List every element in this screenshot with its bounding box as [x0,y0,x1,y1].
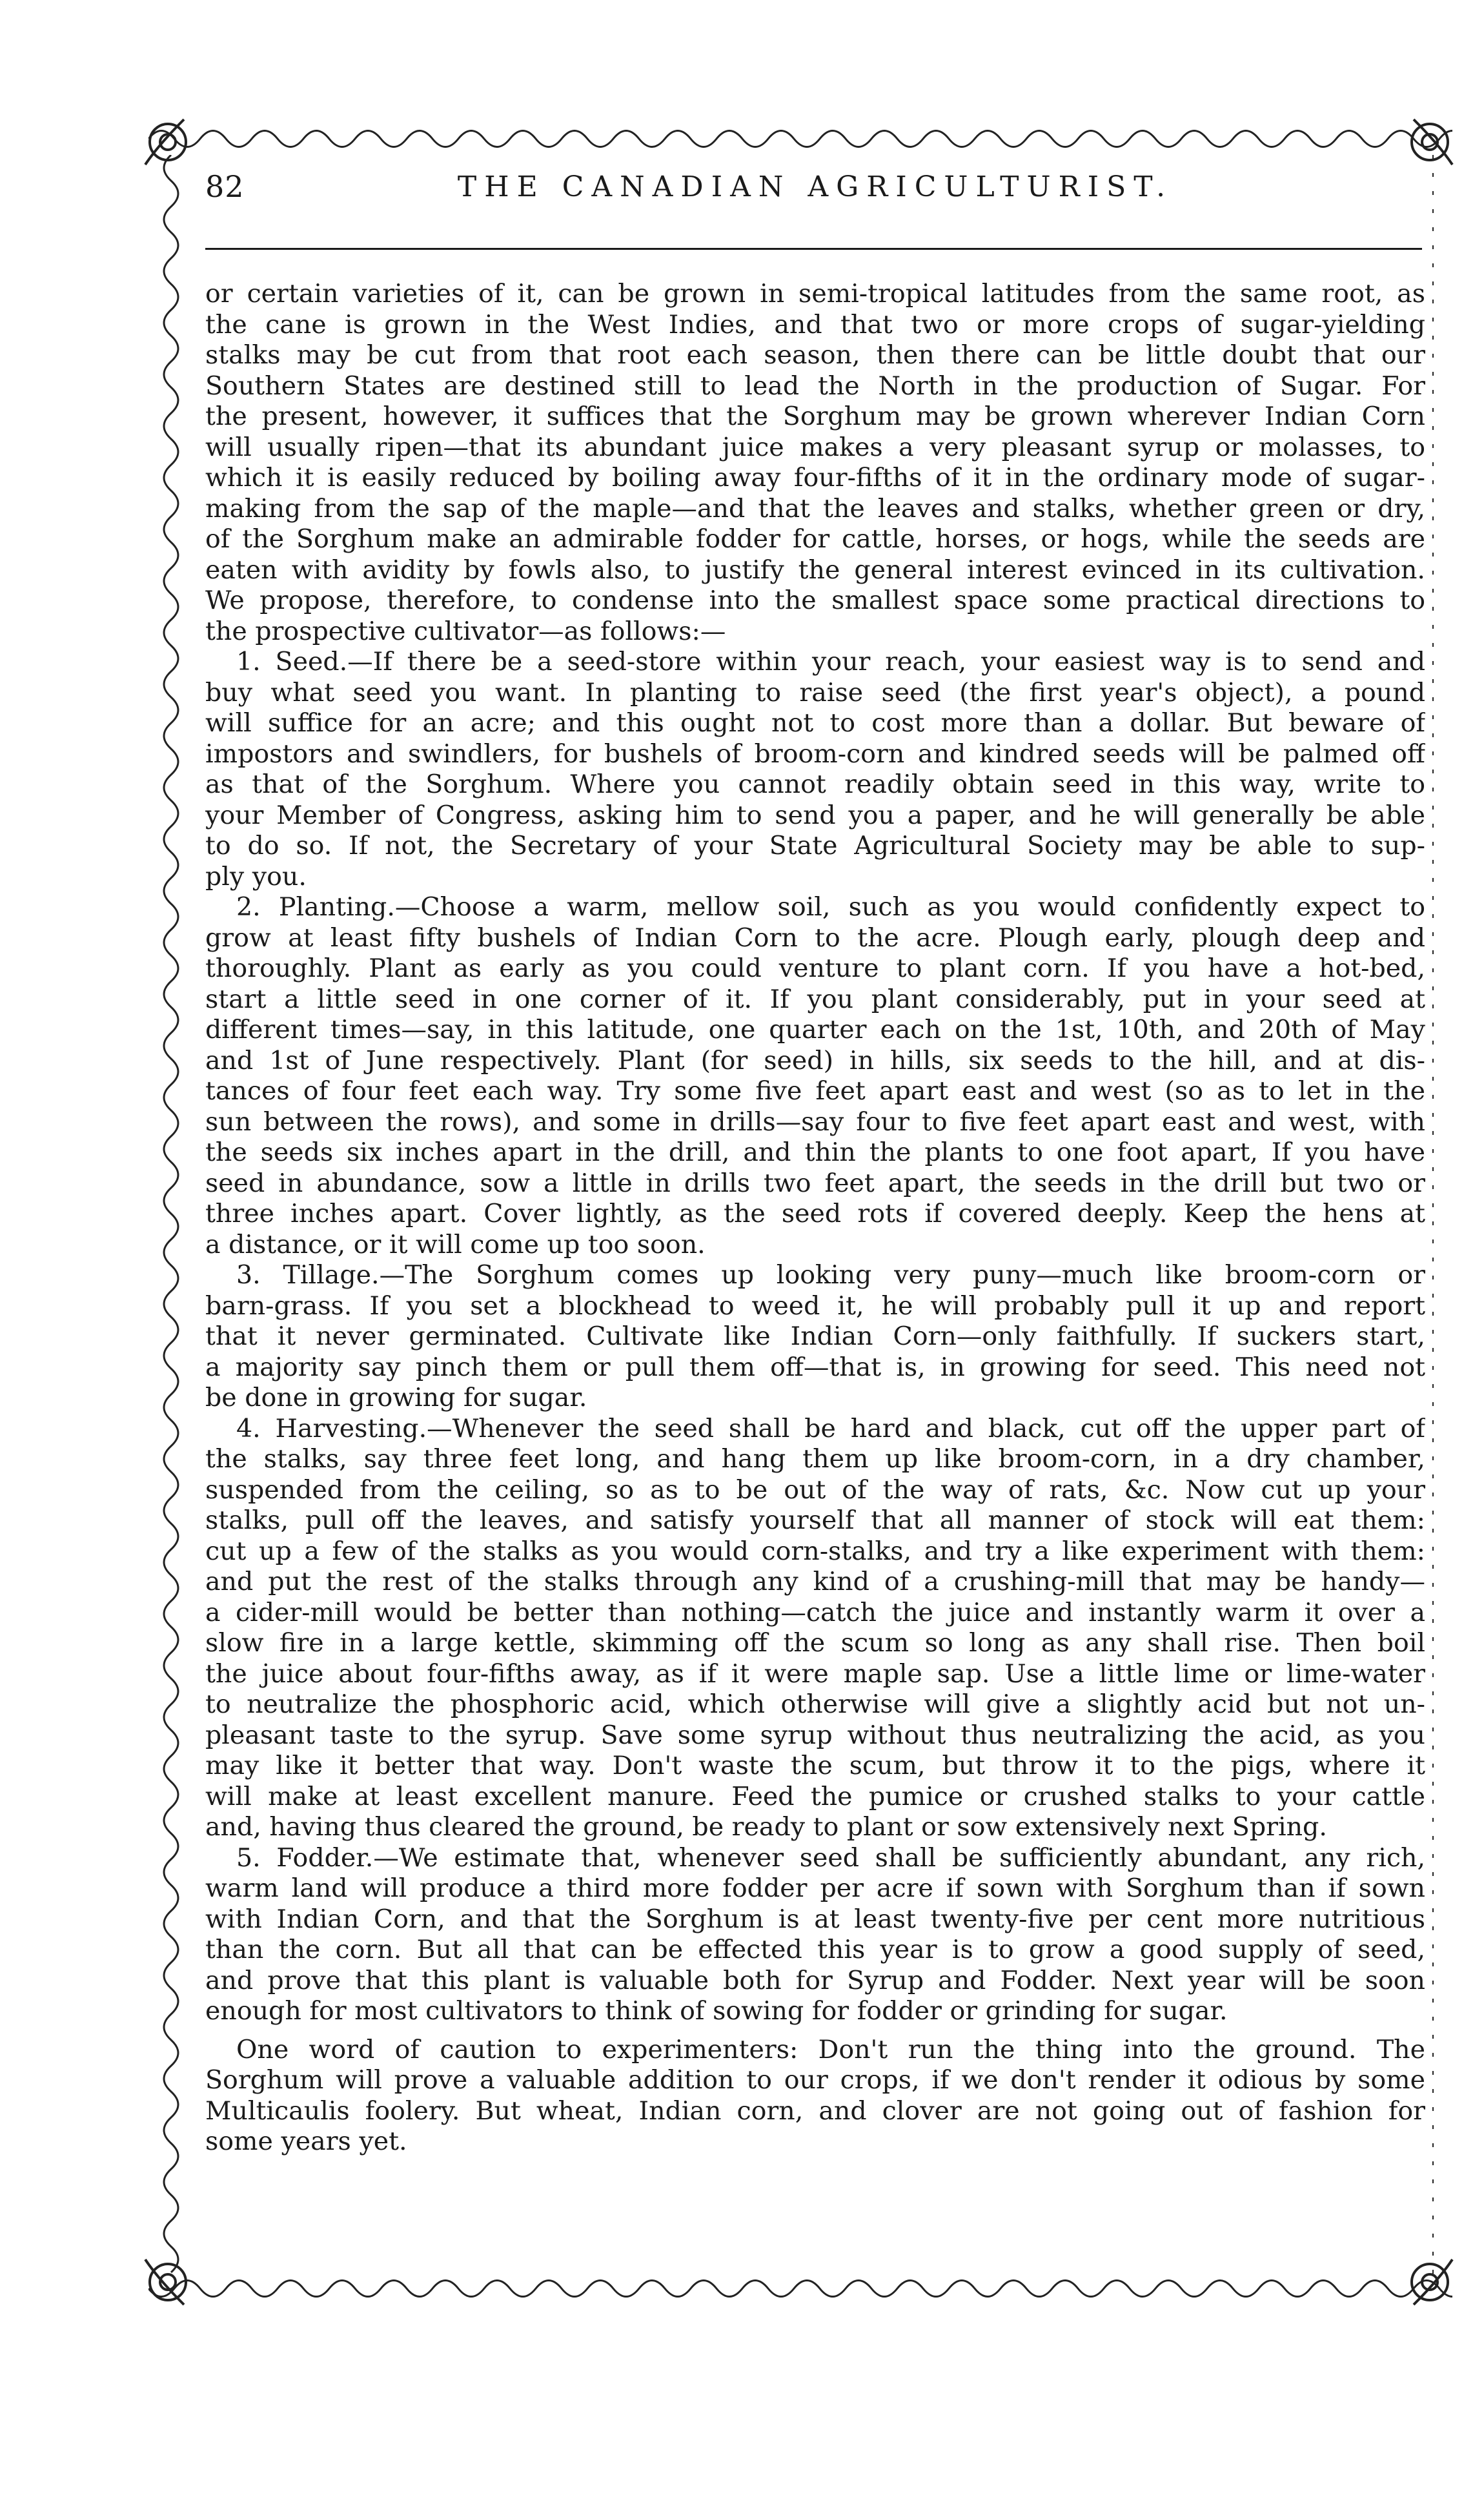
page-number: 82 [205,169,245,204]
text-line: be done in growing for sugar. [205,1383,587,1412]
text-line: Sorghum will prove a valuable addition to our crops, if we don't render it odious by some [205,2065,1425,2095]
text-line: making from the sap of the maple—and that the leaves and stalks, whether green or dry, [205,493,1425,524]
text-line: and put the rest of the stalks through any kind of a crushing-mill that may be handy— [205,1567,1425,1596]
text-line: will usually ripen—that its abundant juice makes a very pleasant syrup or molasses, to [205,432,1425,462]
text-line: three inches apart. Cover lightly, as the seed rots if covered deeply. Keep the hens at [205,1199,1425,1229]
corner-ornament-icon [139,2240,210,2311]
ornamental-border-left [148,155,194,2285]
paragraph [205,2035,1425,2157]
page-header [205,169,1425,221]
text-line: impostors and swindlers, for bushels of broom-corn and kindred seeds will be palmed off [205,739,1425,769]
text-line: as that of the Sorghum. Where you cannot readily obtain seed in this way, write to [205,770,1425,799]
corner-ornament-icon [1388,2240,1459,2311]
paragraph [205,1260,1425,1414]
header-rule [205,248,1422,250]
text-line: sun between the rows), and some in drills—say four to five feet apart east and west, with [205,1106,1425,1137]
text-line: the stalks, say three feet long, and hang them up like broom-corn, in a dry chamber, [205,1444,1425,1474]
text-line: may like it better that way. Don't waste the scum, but throw it to the pigs, where it [205,1751,1425,1780]
text-line: and 1st of June respectively. Plant (for seed) in hills, six seeds to the hill, and at dis- [205,1045,1425,1076]
text-line: We propose, therefore, to condense into the smallest space some practical directions to [205,586,1425,615]
text-line: grow at least fifty bushels of Indian Corn to the acre. Plough early, plough deep and [205,923,1425,953]
text-line: the juice about four-fifths away, as if it were maple sap. Use a little lime or lime-water [205,1658,1425,1689]
text-line: your Member of Congress, asking him to send you a paper, and he will generally be able [205,800,1425,830]
text-line: the seeds six inches apart in the drill, and thin the plants to one foot apart, If you have [205,1137,1425,1167]
text-line: the prospective cultivator—as follows:— [205,616,726,646]
text-line: 5. Fodder.—We estimate that, whenever seed shall be sufficiently abundant, any rich, [236,1842,1425,1873]
paragraph [205,1843,1425,2027]
text-line: tances of four feet each way. Try some five feet apart east and west (so as to let in the [205,1076,1425,1106]
text-line: some years yet. [205,2126,407,2156]
article-body [205,279,1425,2157]
text-line: warm land will produce a third more fodder per acre if sown with Sorghum than if sown [205,1873,1425,1903]
text-line: different times—say, in this latitude, one quarter each on the 1st, 10th, and 20th of May [205,1015,1425,1045]
paragraph [205,892,1425,1260]
text-line: slow fire in a large kettle, skimming off the scum so long as any shall rise. Then boil [205,1628,1425,1658]
text-line: seed in abundance, sow a little in drills two feet apart, the seeds in the drill but two or [205,1168,1425,1198]
text-line: enough for most cultivators to think of sowing for fodder or grinding for sugar. [205,1996,1228,2026]
text-line: pleasant taste to the syrup. Save some syrup without thus neutralizing the acid, as you [205,1720,1425,1750]
text-line: barn-grass. If you set a blockhead to weed it, he will probably pull it up and report [205,1290,1425,1321]
text-line: which it is easily reduced by boiling away four-fifths of it in the ordinary mode of sugar- [205,463,1425,493]
text-line: 2. Planting.—Choose a warm, mellow soil, such as you would confidently expect to [236,892,1425,922]
text-line: than the corn. But all that can be effected this year is to grow a good supply of seed, [205,1935,1425,1964]
text-line: a majority say pinch them or pull them off—that is, in growing for seed. This need not [205,1352,1425,1382]
text-line: stalks, pull off the leaves, and satisfy yourself that all manner of stock will eat them: [205,1505,1425,1535]
text-line: the present, however, it suffices that the Sorghum may be grown wherever Indian Corn [205,402,1425,431]
ornamental-border-top [148,116,1452,161]
text-line: thoroughly. Plant as early as you could venture to plant corn. If you have a hot-bed, [205,953,1425,983]
text-line: a distance, or it will come up too soon. [205,1229,706,1259]
paragraph [205,1414,1425,1843]
ornamental-border-bottom [148,2266,1452,2311]
text-line: will suffice for an acre; and this ought not to cost more than a dollar. But beware of [205,708,1425,738]
text-line: One word of caution to experimenters: Don't run the thing into the ground. The [236,2034,1425,2065]
text-line: buy what seed you want. In planting to raise seed (the first year's object), a pound [205,677,1425,708]
text-line: Multicaulis foolery. But wheat, Indian corn, and clover are not going out of fashion for [205,2095,1425,2126]
text-line: start a little seed in one corner of it. If you plant considerably, put in your seed at [205,984,1425,1014]
paragraph [205,647,1425,892]
text-line: to do so. If not, the Secretary of your State Agricultural Society may be able to sup- [205,831,1425,861]
text-line: suspended from the ceiling, so as to be out of the way of rats, &c. Now cut up your [205,1474,1425,1505]
text-line: Southern States are destined still to lead the North in the production of Sugar. For [205,371,1425,401]
running-title: THE CANADIAN AGRICULTURIST. [457,170,1174,203]
text-line: and, having thus cleared the ground, be ready to plant or sow extensively next Spring. [205,1812,1327,1842]
paragraph [205,279,1425,647]
text-line: cut up a few of the stalks as you would corn-stalks, and try a like experiment with them: [205,1536,1425,1566]
text-line: of the Sorghum make an admirable fodder for cattle, horses, or hogs, while the seeds are [205,524,1425,554]
text-line: stalks may be cut from that root each season, then there can be little doubt that our [205,340,1425,370]
text-line: with Indian Corn, and that the Sorghum is at least twenty-five per cent more nutritious [205,1904,1425,1934]
text-line: 3. Tillage.—The Sorghum comes up looking very puny—much like broom-corn or [236,1260,1425,1290]
corner-ornament-icon [139,113,210,184]
text-line: the cane is grown in the West Indies, and that two or more crops of sugar-yielding [205,309,1425,340]
text-line: will make at least excellent manure. Feed the pumice or crushed stalks to your cattle [205,1781,1425,1811]
text-line: a cider-mill would be better than nothing—catch the juice and instantly warm it over a [205,1597,1425,1627]
text-line: 4. Harvesting.—Whenever the seed shall be hard and black, cut off the upper part of [236,1413,1425,1443]
text-line: eaten with avidity by fowls also, to justify the general interest evinced in its cultivation. [205,555,1425,585]
text-line: to neutralize the phosphoric acid, which otherwise will give a slightly acid but not un- [205,1689,1425,1719]
text-line: or certain varieties of it, can be grown in semi-tropical latitudes from the same root, as [205,279,1425,309]
text-line: and prove that this plant is valuable both for Syrup and Fodder. Next year will be soon [205,1965,1425,1995]
text-line: that it never germinated. Cultivate like Indian Corn—only faithfully. If suckers start, [205,1321,1425,1351]
text-line: ply you. [205,861,307,892]
text-line: 1. Seed.—If there be a seed-store within your reach, your easiest way is to send and [236,647,1425,677]
